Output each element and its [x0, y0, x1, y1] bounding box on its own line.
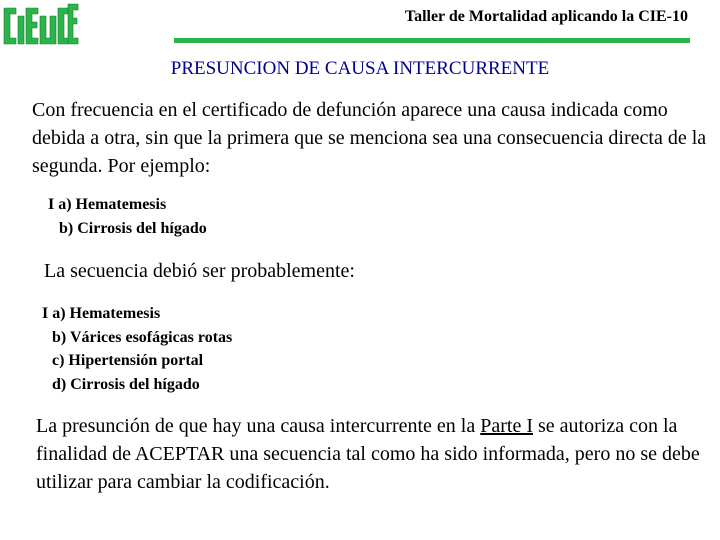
- sequence-list: [42, 302, 232, 396]
- example-item: b) Cirrosis del hígado: [59, 220, 207, 237]
- intro-paragraph: Con frecuencia en el certificado de defunción aparece una causa indicada como debida a otra, sin que la primera que se menciona sea una consecuencia directa de la segunda. Por ejemplo:: [32, 99, 707, 177]
- conclusion-paragraph: [36, 412, 706, 496]
- example-list: [48, 193, 207, 241]
- cieuce-logo-icon: [2, 2, 80, 50]
- slide-title: PRESUNCION DE CAUSA INTERCURRENTE: [170, 58, 550, 79]
- example-item: I a) Hematemesis: [48, 196, 167, 213]
- conclusion-text-after: se autoriza con la finalidad de ACEPTAR una secuencia tal como ha sido informada, pero no se debe utilizar para cambiar la codificación.: [36, 415, 700, 493]
- sequence-intro: La secuencia debió ser probablemente:: [44, 260, 355, 282]
- header-divider: [174, 38, 690, 43]
- sequence-item: b) Várices esofágicas rotas: [52, 328, 233, 346]
- sequence-item: c) Hipertensión portal: [52, 352, 204, 369]
- header-title: Taller de Mortalidad aplicando la CIE-10: [404, 8, 688, 25]
- sequence-item: I a) Hematemesis: [42, 305, 161, 322]
- parte-i-emphasis: Parte I: [480, 415, 534, 437]
- sequence-item: d) Cirrosis del hígado: [52, 375, 200, 393]
- conclusion-text-before: La presunción de que hay una causa intercurrente en la: [36, 415, 481, 437]
